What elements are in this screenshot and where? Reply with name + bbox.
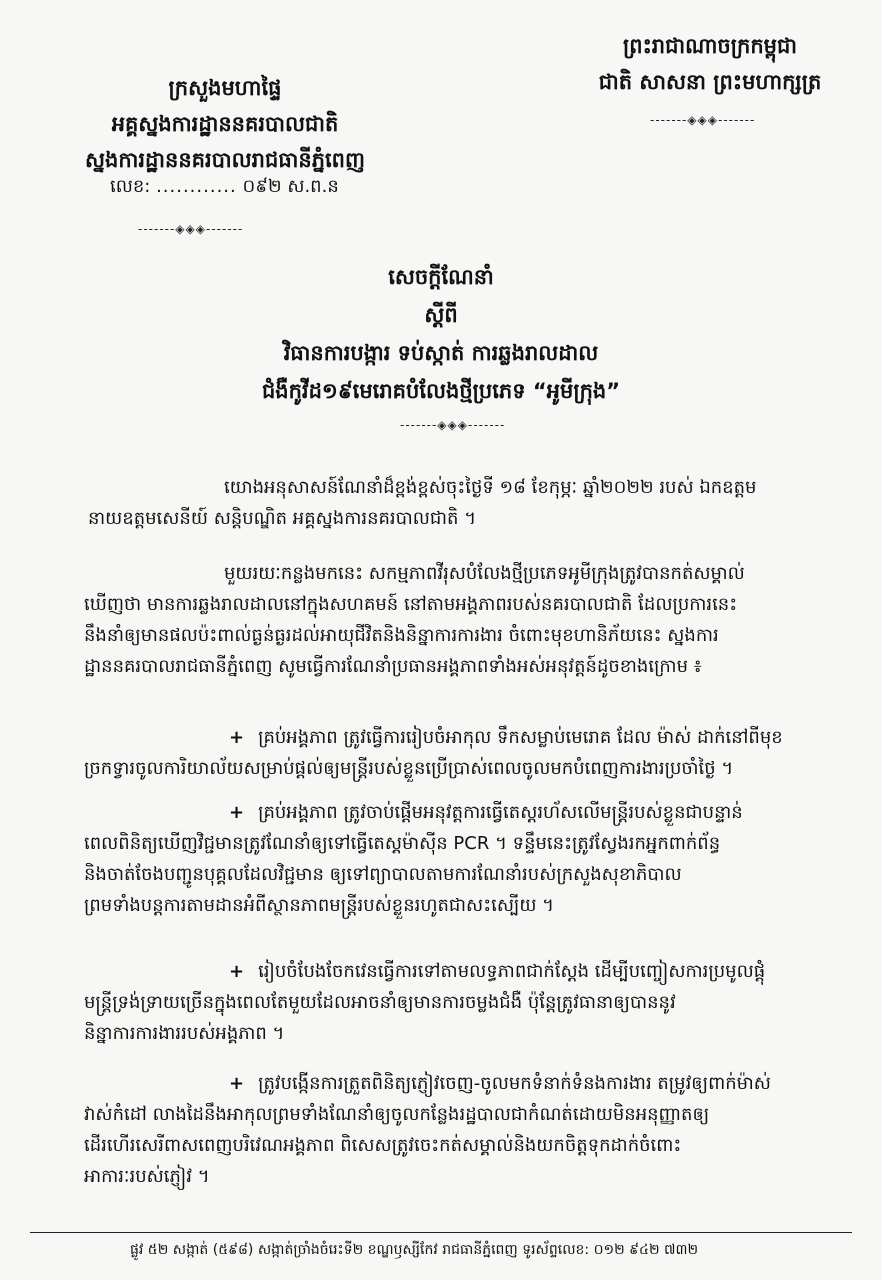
bullet-plus-icon: + [229, 727, 245, 748]
bullet-line: មន្ត្រីទ្រង់ទ្រាយច្រើនក្នុងពេលតែមួយដែលអាចនាំឲ្យមានការចម្លងជំងឺ ប៉ុន្តែត្រូវធានាឲ្យបាននូវ [84, 992, 676, 1013]
bullet-plus-icon: + [229, 1073, 245, 1094]
commissariat-pp-name: ស្នងការដ្ឋាននគរបាលរាជធានីភ្នំពេញ [85, 148, 365, 172]
bullet-plus-icon: + [229, 802, 245, 823]
bullet-line: និងចាត់ចែងបញ្ជូនបុគ្គលដែលវិជ្ជមាន ឲ្យទៅព្យាបាលតាមការណែនាំរបស់ក្រសួងសុខាភិបាល [84, 864, 682, 885]
ministry-header [60, 70, 390, 178]
bullet-line: ច្រកទ្វារចូលការិយាល័យសម្រាប់ផ្តល់ឲ្យមន្ត្រីរបស់ខ្លួនប្រើប្រាស់ពេលចូលមកបំពេញការងារប្រចាំថ្ងៃ ។ [84, 758, 734, 779]
title-line-3: វិធានការបង្ការ ទប់ស្កាត់ ការឆ្លងរាលដាល [283, 341, 599, 365]
bullet-line: រៀបចំបែងចែកវេនធ្វើការទៅតាមលទ្ធភាពជាក់ស្តែង ដើម្បីបញ្ចៀសការប្រមូលផ្តុំ [258, 961, 766, 982]
ministry-name: ក្រសួងមហាផ្ទៃ [168, 76, 282, 100]
bullet-item-4 [84, 1068, 860, 1192]
title-line-4: ជំងឺកូវីដ១៩មេរោគបំលែងថ្មីប្រភេទ “អូមីក្រុង” [261, 379, 621, 403]
ref-label: លេខ: [110, 176, 151, 197]
paragraph-line: ដ្ឋាននគរបាលរាជធានីភ្នំពេញ សូមធ្វើការណែនាំប្រធានអង្គភាពទាំងអស់អនុវត្តន៍ដូចខាងក្រោម ៖ [84, 656, 702, 677]
title-line-1: សេចក្តីណែនាំ [388, 265, 494, 289]
commissariat-name: អគ្គស្នងការដ្ឋាននគរបាលជាតិ [111, 112, 339, 136]
bullet-item-2 [84, 797, 860, 921]
ref-dots: ............ [156, 176, 237, 197]
paragraph-line: នាយឧត្តមសេនីយ៍ សន្តិបណ្ឌិត អគ្គស្នងការនគរបាលជាតិ ។ [88, 508, 477, 529]
reference-number [110, 174, 339, 201]
ref-value: ០៩២ ស.ព.ន [242, 176, 339, 197]
footer-address: ផ្លូវ ៥២ សង្កាត់ (៥៩៨) សង្កាត់ច្រាំងចំរេះទី២ ខណ្ឌឫស្សីកែវ រាជធានីភ្នំពេញ ទូរស័ព្ទលេខ: ០១២ ៩៤២ ៧៣២ [130, 1242, 699, 1258]
context-paragraph [84, 558, 860, 682]
kingdom-name: ព្រះរាជាណាចក្រកម្ពុជា [622, 34, 797, 58]
national-motto: ជាតិ សាសនា ព្រះមហាក្សត្រ [598, 70, 822, 94]
kingdom-header [560, 28, 860, 100]
footer-divider [30, 1232, 852, 1233]
paragraph-line: មួយរយៈកន្លងមកនេះ សកម្មភាពវីរុសបំលែងថ្មីប្រភេទអូមីក្រុងត្រូវបានកត់សម្គាល់ [224, 563, 745, 584]
paragraph-line: នឹងនាំឲ្យមានផលប៉ះពាល់ធ្ងន់ធ្ងរដល់អាយុជីវិតនិងនិន្នាការការងារ ចំពោះមុខហានិភ័យនេះ ស្នងការ [84, 625, 719, 646]
bullet-line: ព្រមទាំងបន្តការតាមដានអំពីស្ថានភាពមន្ត្រីរបស់ខ្លួនរហូតជាសះស្បើយ ។ [84, 895, 555, 916]
bullet-line: គ្រប់អង្គភាព ត្រូវធ្វើការរៀបចំអាកុល ទឹកសម្លាប់មេរោគ ដែល ម៉ាស់ ដាក់នៅពីមុខ [258, 727, 783, 748]
bullet-line: គ្រប់អង្គភាព ត្រូវចាប់ផ្តើមអនុវត្តការធ្វើតេស្តរហ័សលើមន្ត្រីរបស់ខ្លួនជាបន្ទាន់ [258, 802, 743, 823]
bullet-plus-icon: + [229, 961, 245, 982]
bullet-item-1 [84, 722, 860, 784]
title-ornament: -------◈◈◈------- [400, 418, 506, 432]
bullet-line: ដើរហើរសេរីពាសពេញបរិវេណអង្គភាព ពិសេសត្រូវចេះកត់សម្គាល់និងយកចិត្តទុកដាក់ចំពោះ [84, 1135, 682, 1156]
paragraph-line: ឃើញថា មានការឆ្លងរាលដាលនៅក្នុងសហគមន៍ នៅតាមអង្គភាពរបស់នគរបាលជាតិ ដែលប្រការនេះ [84, 594, 738, 615]
bullet-line: ពេលពិនិត្យឃើញវិជ្ជមានត្រូវណែនាំឲ្យទៅធ្វើតេស្តម៉ាស៊ីន PCR ។ ទន្ទឹមនេះត្រូវស្វែងរកអ្នកពាក់ព័ន្ធ [84, 833, 721, 854]
intro-paragraph [84, 472, 860, 534]
header-ornament-left: -------◈◈◈------- [138, 222, 244, 236]
title-line-2: ស្តីពី [424, 303, 458, 327]
paragraph-line: យោងអនុសាសន៍ណែនាំដ៏ខ្ពង់ខ្ពស់ចុះថ្ងៃទី ១៨ ខែកុម្ភៈ ឆ្នាំ២០២២ របស់ ឯកឧត្តម [224, 477, 757, 498]
document-title [150, 258, 732, 410]
header-ornament-right: -------◈◈◈------- [650, 113, 756, 127]
bullet-line: និន្នាការការងាររបស់អង្គភាព ។ [84, 1023, 285, 1044]
bullet-line: អាការៈរបស់ភ្ញៀវ ។ [84, 1166, 210, 1187]
bullet-line: វាស់កំដៅ លាងដៃនឹងអាកុលព្រមទាំងណែនាំឲ្យចូលកន្លែងរដ្ឋបាលជាកំណត់ដោយមិនអនុញ្ញាតឲ្យ [84, 1104, 710, 1125]
bullet-item-3 [84, 956, 860, 1049]
bullet-line: ត្រូវបង្កើនការត្រួតពិនិត្យភ្ញៀវចេញ-ចូលមកទំនាក់ទំនងការងារ តម្រូវឲ្យពាក់ម៉ាស់ [258, 1073, 771, 1094]
